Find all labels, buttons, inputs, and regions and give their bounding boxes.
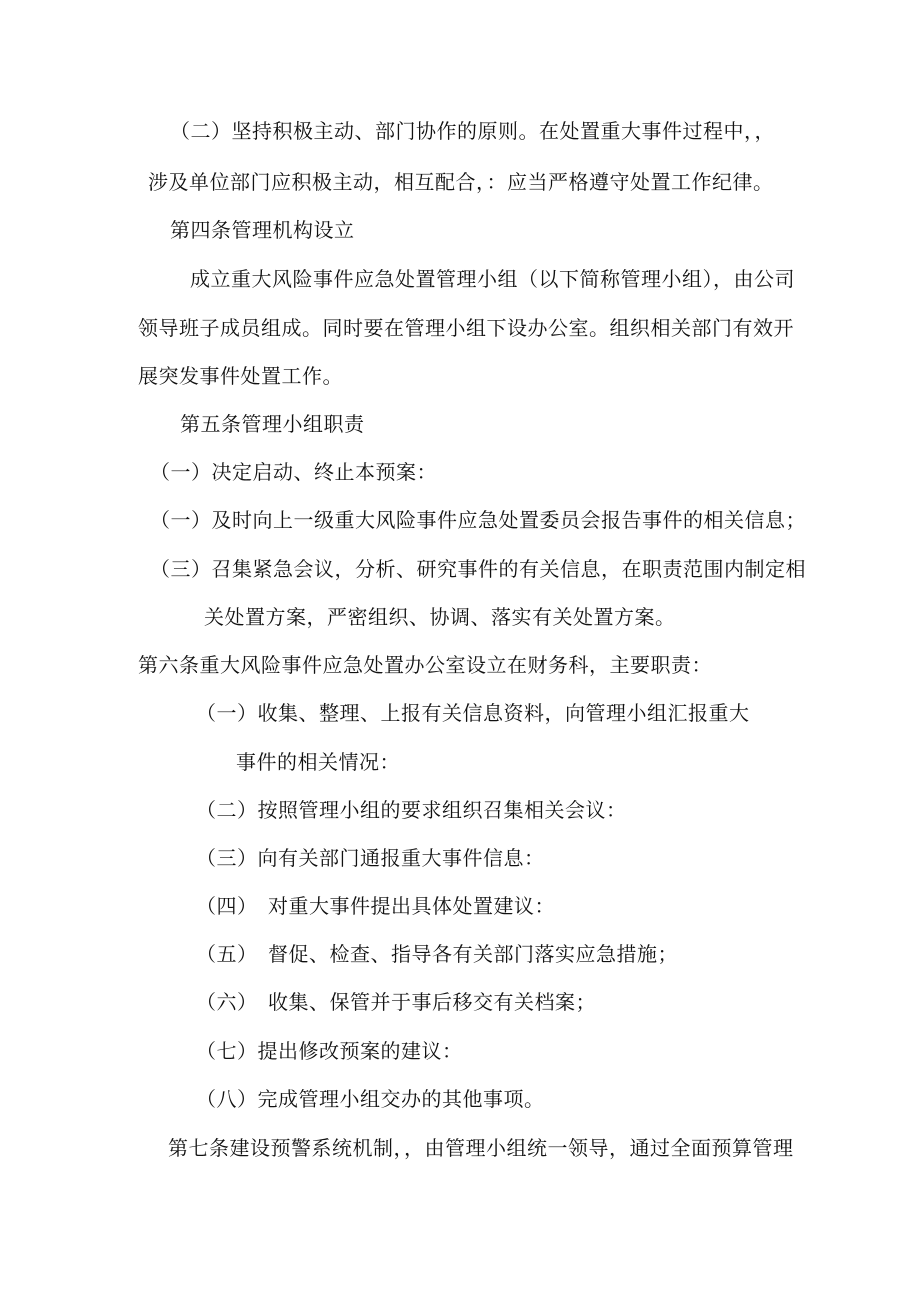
- paragraph-line-6: 展突发事件处置工作。: [138, 364, 343, 388]
- list-item-1: （一）决定启动、终止本预案：: [150, 460, 437, 484]
- list-item-3-continued: 关处置方案，严密组织、协调、落实有关处置方案。: [204, 605, 676, 629]
- duty-item-1-continued: 事件的相关情况：: [236, 750, 400, 774]
- paragraph-line-2: 涉及单位部门应积极主动，相互配合，：应当严格遵守处置工作纪律。: [148, 170, 774, 194]
- duty-item-5: （五） 督促、检查、指导各有关部门落实应急措施；: [196, 942, 678, 966]
- duty-item-8: （八）完成管理小组交办的其他事项。: [196, 1087, 545, 1111]
- duty-item-6: （六） 收集、保管并于事后移交有关档案；: [196, 990, 596, 1014]
- list-item-3: （三）召集紧急会议，分析、研究事件的有关信息，在职责范围内制定相: [150, 557, 806, 581]
- paragraph-line-5: 领导班子成员组成。同时要在管理小组下设办公室。组织相关部门有效开: [138, 316, 794, 340]
- article-6-heading: 第六条重大风险事件应急处置办公室设立在财务科，主要职责：: [138, 653, 712, 677]
- article-4-heading: 第四条管理机构设立: [170, 218, 355, 242]
- paragraph-line-4: 成立重大风险事件应急处置管理小组（以下简称管理小组），由公司: [190, 267, 795, 291]
- duty-item-1: （一）收集、整理、上报有关信息资料，向管理小组汇报重大: [196, 701, 750, 725]
- paragraph-line-1: （二）坚持积极主动、部门协作的原则。在处置重大事件过程中，，: [170, 119, 775, 143]
- duty-item-2: （二）按照管理小组的要求组织召集相关会议：: [196, 798, 627, 822]
- article-7-heading: 第七条建设预警系统机制，，由管理小组统一领导，通过全面预算管理: [168, 1136, 794, 1160]
- duty-item-3: （三）向有关部门通报重大事件信息：: [196, 846, 545, 870]
- duty-item-7: （七）提出修改预案的建议：: [196, 1039, 463, 1063]
- list-item-2: （一）及时向上一级重大风险事件应急处置委员会报告事件的相关信息；: [150, 508, 806, 532]
- article-5-heading: 第五条管理小组职责: [180, 412, 365, 436]
- duty-item-4: （四） 对重大事件提出具体处置建议：: [196, 894, 555, 918]
